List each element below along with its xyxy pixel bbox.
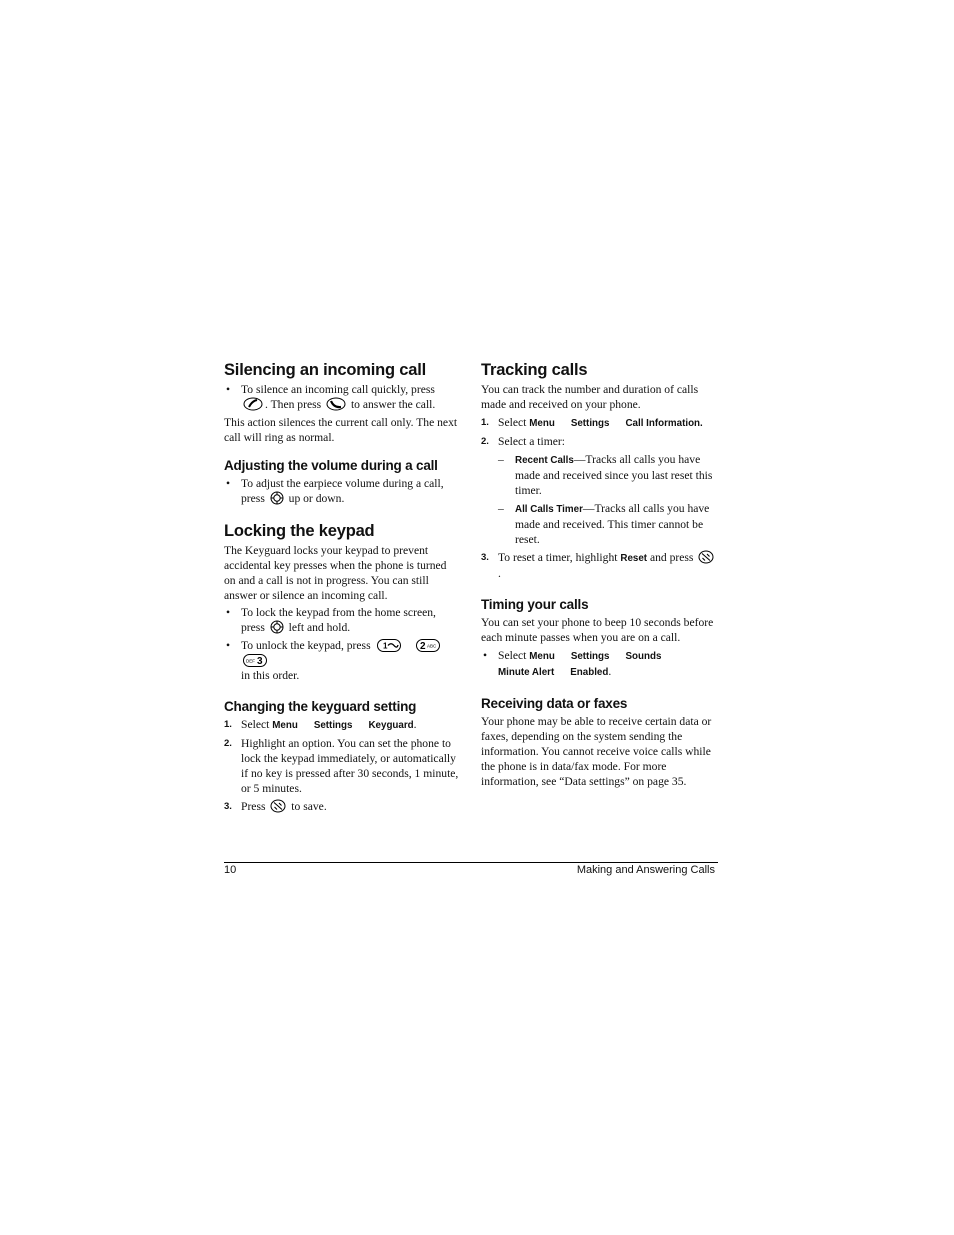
call-information-label: Call Information. bbox=[625, 418, 703, 429]
section-title-receiving: Receiving data or faxes bbox=[481, 696, 628, 711]
section-title-volume: Adjusting the volume during a call bbox=[224, 458, 438, 473]
all-calls-timer-label: All Calls Timer bbox=[515, 504, 583, 515]
key-1-icon bbox=[377, 639, 401, 652]
silencing-paragraph: This action silences the current call only. The next call will ring as normal. bbox=[224, 416, 458, 444]
settings-label: Settings bbox=[313, 720, 353, 731]
menu-label: Menu bbox=[529, 418, 555, 429]
navigation-key-icon bbox=[270, 620, 284, 634]
list-item: 3. To reset a timer, highlight Reset and press . bbox=[481, 550, 717, 581]
svg-text:2: 2 bbox=[420, 641, 426, 652]
svg-text:1: 1 bbox=[382, 641, 387, 651]
left-column bbox=[224, 360, 460, 817]
list-item: 2. Select a timer: – Recent Calls—Tracks all calls you have made and received since you last reset this timer. – All Calls Timer—Tracks all calls you have made and received. This timer cannot be reset. bbox=[481, 434, 717, 547]
section-title-keyguard: Changing the keyguard setting bbox=[224, 699, 417, 714]
enabled-label: Enabled bbox=[570, 667, 609, 678]
timing-bullets bbox=[481, 648, 717, 680]
settings-label: Settings bbox=[570, 418, 610, 429]
tracking-paragraph: You can track the number and duration of calls made and received on your phone. bbox=[481, 383, 699, 411]
settings-label: Settings bbox=[570, 651, 610, 662]
list-item: • To unlock the keypad, press 1 2 ABC DEF 3 in this order. bbox=[224, 638, 460, 683]
section-title-tracking: Tracking calls bbox=[481, 361, 588, 379]
menu-label: Menu bbox=[272, 720, 298, 731]
keyguard-label: Keyguard bbox=[368, 720, 414, 731]
timer-options bbox=[498, 452, 717, 547]
svg-text:DEF: DEF bbox=[246, 658, 255, 664]
section-title-locking: Locking the keypad bbox=[224, 522, 375, 540]
list-item: • Select Menu Settings Sounds Minute Alert Enabled. bbox=[481, 648, 717, 680]
section-title-timing: Timing your calls bbox=[481, 597, 589, 612]
ok-key-icon bbox=[270, 799, 286, 813]
reset-label: Reset bbox=[620, 553, 648, 564]
recent-calls-label: Recent Calls bbox=[515, 455, 574, 466]
locking-bullets bbox=[224, 605, 460, 683]
svg-text:3: 3 bbox=[257, 656, 263, 667]
locking-paragraph: The Keyguard locks your keypad to prevent accidental key presses when the phone is turned on and a call is not in progress. You can still answer or silence an incoming call. bbox=[224, 544, 447, 602]
navigation-key-icon bbox=[270, 491, 284, 505]
list-item: – Recent Calls—Tracks all calls you have made and received since you last reset this timer. bbox=[498, 453, 713, 497]
receiving-paragraph: Your phone may be able to receive certain data or faxes, depending on the system sending the information. You cannot receive voice calls while the phone is in data/fax mode. For more information, see “Data settings” on page 35. bbox=[481, 715, 712, 788]
svg-text:ABC: ABC bbox=[427, 643, 437, 649]
menu-label: Menu bbox=[529, 651, 555, 662]
list-item: • To lock the keypad from the home screen, press left and hold. bbox=[224, 605, 460, 635]
list-item: 2. Highlight an option. You can set the phone to lock the keypad immediately, or automatically if no key is pressed after 30 seconds, 1 minute, or 5 minutes. bbox=[224, 737, 459, 795]
silencing-bullets bbox=[224, 382, 460, 412]
list-item: • To silence an incoming call quickly, press . Then press to answer the call. bbox=[224, 382, 460, 412]
list-item: • To adjust the earpiece volume during a call, press up or down. bbox=[224, 476, 460, 506]
end-key-icon bbox=[243, 397, 263, 411]
section-title-silencing: Silencing an incoming call bbox=[224, 361, 427, 379]
minute-alert-label: Minute Alert bbox=[498, 667, 555, 678]
timing-paragraph: You can set your phone to beep 10 seconds before each minute passes when you are on a call. bbox=[481, 616, 714, 644]
key-3-icon bbox=[243, 654, 267, 667]
sounds-label: Sounds bbox=[625, 651, 662, 662]
list-item: 1. Select Menu Settings Keyguard. bbox=[224, 718, 417, 731]
right-column bbox=[481, 360, 717, 789]
volume-bullets bbox=[224, 476, 460, 506]
ok-key-icon bbox=[698, 550, 714, 564]
page-number: 10 bbox=[224, 864, 237, 876]
chapter-title: Making and Answering Calls bbox=[576, 864, 715, 876]
list-item: 3. Press to save. bbox=[224, 800, 327, 813]
tracking-steps bbox=[481, 415, 717, 581]
footer-divider bbox=[224, 862, 718, 863]
keyguard-steps bbox=[224, 717, 460, 814]
send-key-icon bbox=[326, 397, 346, 411]
list-item: – All Calls Timer—Tracks all calls you have made and received. This timer cannot be reset. bbox=[498, 502, 710, 546]
list-item: 1. Select Menu Settings Call Information. bbox=[481, 416, 703, 429]
key-2-icon bbox=[416, 639, 440, 652]
